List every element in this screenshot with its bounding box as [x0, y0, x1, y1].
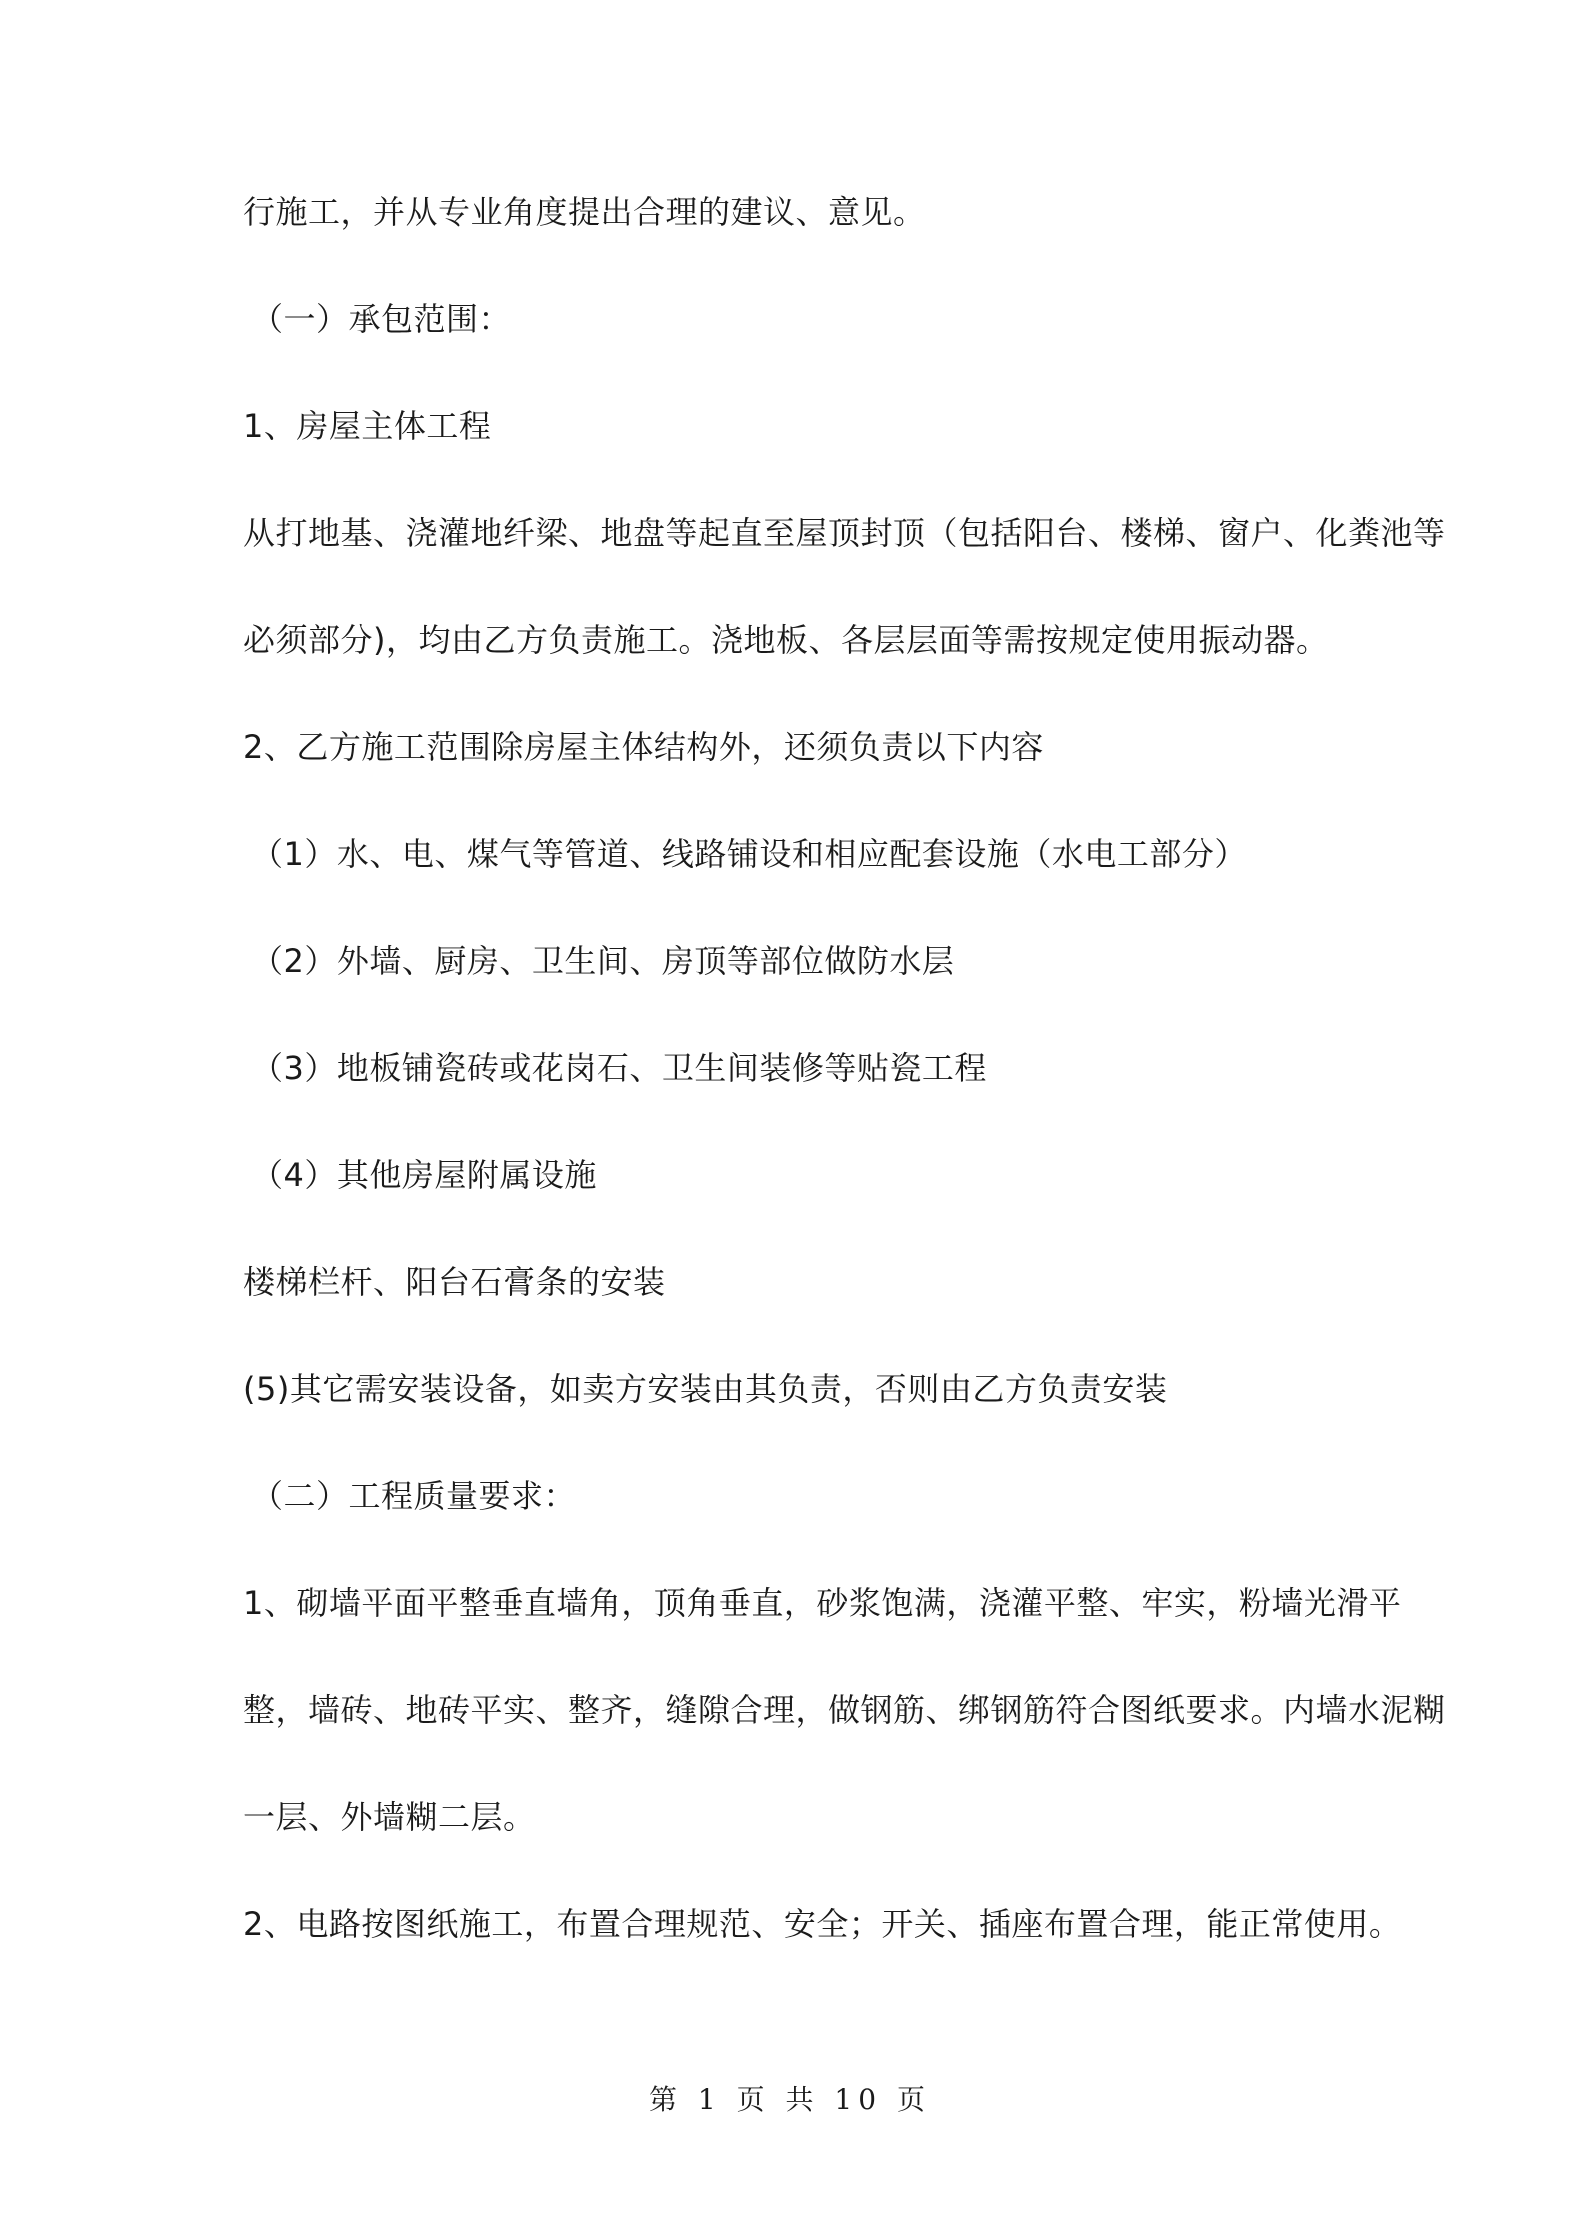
text-line: 整，墙砖、地砖平实、整齐，缝隙合理，做钢筋、绑钢筋符合图纸要求。内墙水泥糊 — [243, 1691, 1446, 1729]
text-line: 一层、外墙糊二层。 — [243, 1798, 536, 1836]
text-line: 1、房屋主体工程 — [243, 407, 492, 445]
list-item: （3）地板铺瓷砖或花岗石、卫生间装修等贴瓷工程 — [251, 1049, 987, 1087]
text-line: 2、电路按图纸施工，布置合理规范、安全；开关、插座布置合理，能正常使用。 — [243, 1905, 1402, 1943]
text-line: 行施工，并从专业角度提出合理的建议、意见。 — [243, 193, 926, 231]
text-line: 从打地基、浇灌地纤梁、地盘等起直至屋顶封顶（包括阳台、楼梯、窗户、化粪池等 — [243, 514, 1446, 552]
list-item: (5)其它需安装设备，如卖方安装由其负责，否则由乙方负责安装 — [243, 1370, 1168, 1408]
page-number-footer: 第 1 页 共 10 页 — [649, 2083, 931, 2116]
text-line: 2、乙方施工范围除房屋主体结构外，还须负责以下内容 — [243, 728, 1044, 766]
list-item: （1）水、电、煤气等管道、线路铺设和相应配套设施（水电工部分） — [251, 835, 1247, 873]
list-item: （4）其他房屋附属设施 — [251, 1156, 597, 1194]
text-line: 必须部分)，均由乙方负责施工。浇地板、各层层面等需按规定使用振动器。 — [243, 621, 1329, 659]
section-heading: （二）工程质量要求： — [251, 1477, 577, 1515]
document-body — [243, 182, 1446, 2001]
text-line: 1、砌墙平面平整垂直墙角，顶角垂直，砂浆饱满，浇灌平整、牢实，粉墙光滑平 — [243, 1584, 1402, 1622]
text-line: 楼梯栏杆、阳台石膏条的安装 — [243, 1263, 666, 1301]
section-heading: （一）承包范围： — [251, 300, 512, 338]
list-item: （2）外墙、厨房、卫生间、房顶等部位做防水层 — [251, 942, 955, 980]
